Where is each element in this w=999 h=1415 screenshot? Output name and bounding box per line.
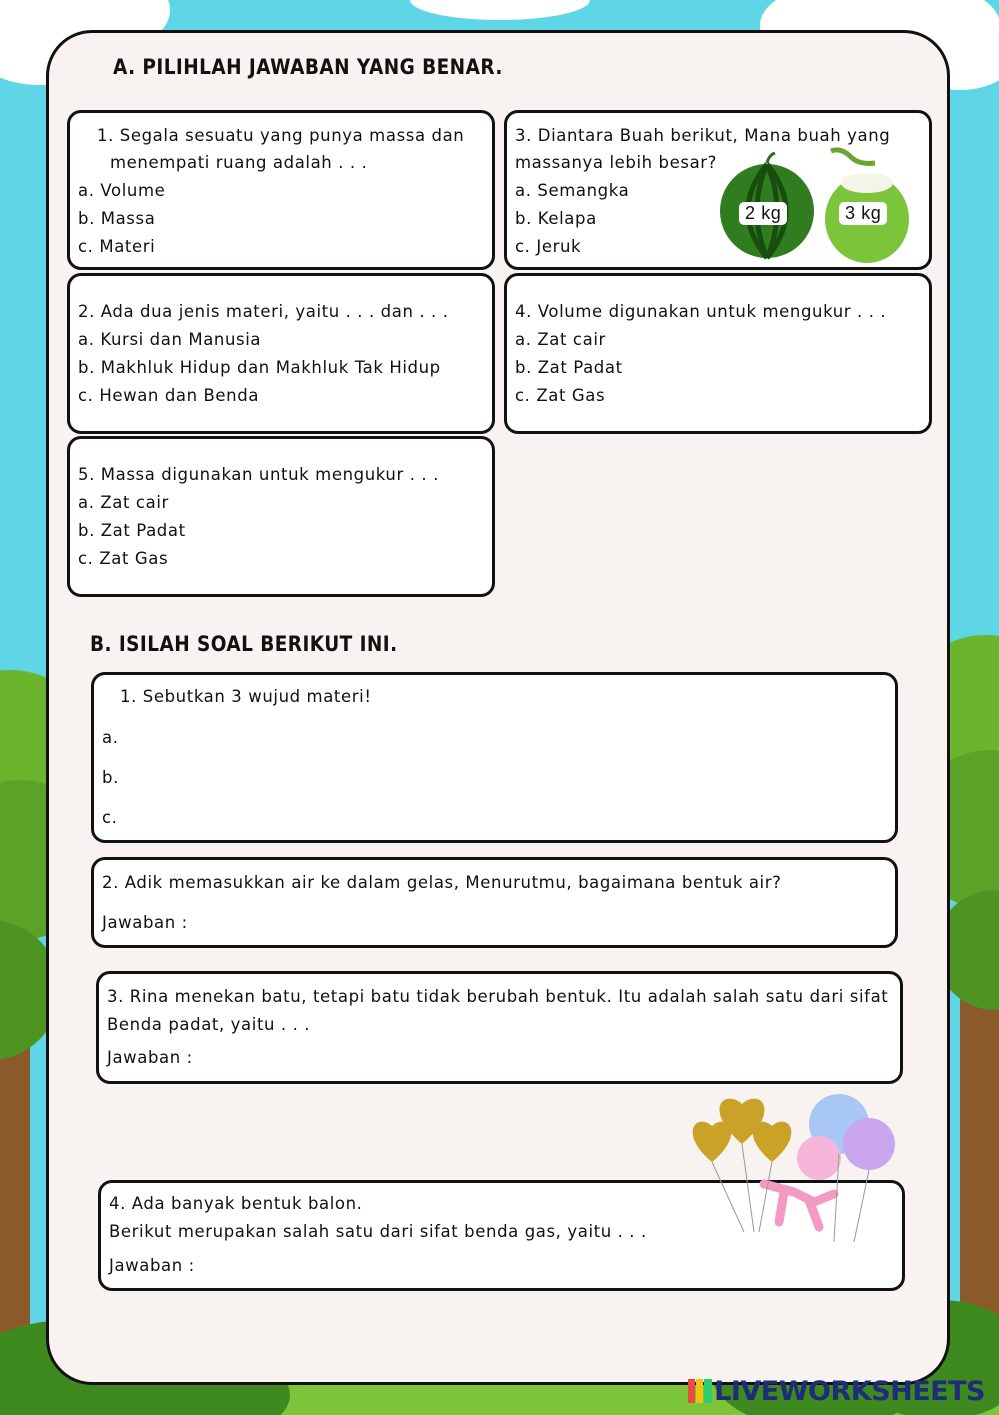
option-b[interactable]: b. Makhluk Hidup dan Makhluk Tak Hidup: [78, 358, 441, 377]
option-a[interactable]: a. Volume: [78, 181, 166, 200]
watermelon-weight-label: 2 kg: [739, 202, 787, 225]
coconut-weight-label: 3 kg: [839, 202, 887, 225]
section-a-title: A. PILIHLAH JAWABAN YANG BENAR.: [113, 55, 503, 79]
option-b[interactable]: b. Massa: [78, 209, 156, 228]
question-text: massanya lebih besar?: [515, 153, 718, 172]
question-text: 2. Adik memasukkan air ke dalam gelas, Menurutmu, bagaimana bentuk air?: [102, 873, 782, 892]
option-a[interactable]: a. Zat cair: [515, 330, 606, 349]
section-b-title: B. ISILAH SOAL BERIKUT INI.: [90, 632, 398, 656]
question-b3-box: [96, 971, 903, 1084]
question-text: 3. Rina menekan batu, tetapi batu tidak berubah bentuk. Itu adalah salah satu dari sifat: [107, 987, 889, 1006]
question-text: 4. Ada banyak bentuk balon.: [109, 1194, 363, 1213]
option-c[interactable]: c. Jeruk: [515, 237, 582, 256]
answer-a-label: a.: [102, 728, 119, 747]
question-text: menempati ruang adalah . . .: [110, 153, 368, 172]
option-a[interactable]: a. Kursi dan Manusia: [78, 330, 262, 349]
option-c[interactable]: c. Materi: [78, 237, 156, 256]
option-a[interactable]: a. Semangka: [515, 181, 630, 200]
question-a5-box: [67, 436, 495, 597]
option-b[interactable]: b. Zat Padat: [78, 521, 186, 540]
question-b1-box: [91, 672, 898, 843]
answer-c-label: c.: [102, 808, 118, 827]
answer-label: Jawaban :: [109, 1256, 195, 1275]
question-b2-box: [91, 857, 898, 948]
balloons-icon: [684, 1092, 904, 1242]
option-b[interactable]: b. Kelapa: [515, 209, 597, 228]
option-c[interactable]: c. Zat Gas: [515, 386, 606, 405]
option-c[interactable]: c. Zat Gas: [78, 549, 169, 568]
question-text: 5. Massa digunakan untuk mengukur . . .: [78, 465, 439, 484]
question-text: 1. Segala sesuatu yang punya massa dan: [97, 126, 465, 145]
answer-b-label: b.: [102, 768, 119, 787]
question-a4-box: [504, 273, 932, 434]
liveworksheets-logo-icon: [688, 1379, 712, 1403]
brand-watermark: [688, 1376, 985, 1407]
question-text: 1. Sebutkan 3 wujud materi!: [120, 687, 372, 706]
question-text: Berikut merupakan salah satu dari sifat benda gas, yaitu . . .: [109, 1222, 647, 1241]
question-a1-box: [67, 110, 495, 270]
question-text: 3. Diantara Buah berikut, Mana buah yang: [515, 126, 891, 145]
option-a[interactable]: a. Zat cair: [78, 493, 169, 512]
question-a2-box: [67, 273, 495, 434]
option-c[interactable]: c. Hewan dan Benda: [78, 386, 260, 405]
option-b[interactable]: b. Zat Padat: [515, 358, 623, 377]
question-a3-box: [504, 110, 932, 270]
question-text: 2. Ada dua jenis materi, yaitu . . . dan . . .: [78, 302, 449, 321]
answer-label: Jawaban :: [102, 913, 188, 932]
question-text: Benda padat, yaitu . . .: [107, 1015, 311, 1034]
brand-text: LIVEWORKSHEETS: [714, 1376, 985, 1407]
question-text: 4. Volume digunakan untuk mengukur . . .: [515, 302, 887, 321]
answer-label: Jawaban :: [107, 1048, 193, 1067]
